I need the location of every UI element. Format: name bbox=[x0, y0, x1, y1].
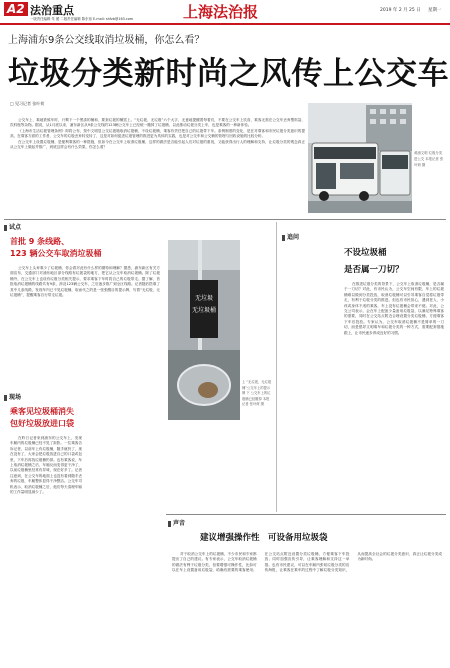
byline: □ 见习记者 张叶荷 bbox=[10, 101, 45, 106]
sign-text-line1: 无垃圾 bbox=[194, 295, 214, 302]
section2-title bbox=[10, 406, 74, 430]
section-tag-label: 试点 bbox=[9, 224, 22, 231]
section-tag-shengyin bbox=[168, 518, 185, 527]
divider-top bbox=[4, 219, 446, 220]
section-tag-label: 追问 bbox=[287, 234, 300, 241]
section1-text: 公交车上头弃乘少了垃圾桶，你会看对此有什么样的期待和理解？据悉，浦东新区有关方面宣布，交通部门对浦东地区部分线路有垃圾袋的地方，把它从公交车取消垃圾桶。除了垃圾桶外，在公交车上也设有垃圾分类相关提示，要求乘客下车时将自己的垃圾带走。据了解，首批取消垃圾桶的线路共有9条，涉及123辆公交车，之后逐步推广到全区线路。记者随后搭乘了其中几条线路，发现车内已不见垃圾桶，取而代之的是一张张醒目的提示牌，写着“无垃圾，无垃圾桶”，提醒乘客自行带走垃圾。 bbox=[10, 266, 160, 298]
lead-paragraph: 公交车上、乘地铁候车时，只剩下一个黑漆的桶和，要套垃圾的桶罢上。“无垃圾、无垃圾”六个大字，无意地提醒着每着们，不要在公交车上饮食，乘客无需在公交车丢弃塑料袋、饮料瓶等杂物。据说，从1月底以来，浦东新区从9条公交线的123辆公交车上已经统一撤掉了垃圾桶，以此推动垃圾分类上车，也是乘客的一种新体验。 bbox=[10, 118, 305, 128]
section2-text-col2 bbox=[88, 436, 160, 664]
section-name: 法治重点 bbox=[30, 4, 74, 17]
section3-title-line: 不设垃圾桶 bbox=[344, 248, 387, 258]
lead-paragraphs bbox=[10, 118, 305, 150]
editors-line: 一版责任编辑 朱 赟 二版责任编辑 陈东裕 E-mail: shfzb@163.com bbox=[30, 17, 134, 21]
section2-title-line: 包好垃圾放进口袋 bbox=[10, 419, 74, 428]
section3-title-line: 是否属一刀切？ bbox=[344, 265, 404, 275]
bus-photo-caption: 黄浦文明 垃圾分类进公交 本报记者 张叶荷 摄 bbox=[414, 151, 444, 167]
sign-text-line2: 无垃圾桶 bbox=[191, 307, 217, 314]
section-tag-xianchang bbox=[4, 392, 21, 401]
section1-title-line: 首批 9 条线路、 bbox=[10, 237, 70, 246]
headline-title: 垃圾分类新时尚之风传上公交车 bbox=[8, 56, 449, 92]
vertical-divider bbox=[276, 222, 277, 512]
section1-title-line: 123 辆公交车取消垃圾桶 bbox=[10, 249, 102, 258]
masthead bbox=[0, 0, 450, 24]
divider-bottom bbox=[166, 514, 446, 515]
paper-name: 上海法治报 bbox=[183, 3, 259, 21]
lead-paragraph: 《上海市生活垃圾管理条例》即将公布，按中文明显公交垃圾箱取消垃圾桶，不设垃圾桶，乘客有责任把自己的垃圾带下车。条例制度的变化，是在对乘客和市民垃圾分类意识的提高，在乘客方面的工作者，公交车的垃圾丢弃转变转了，这是对如何促进垃圾管理的推进更为具体的实践，也是对公交车和公交桶的管理与回收设施的比较分析。 bbox=[10, 128, 305, 139]
section4-title: 建议增强操作性 可设备用垃圾袋 bbox=[200, 533, 328, 543]
lead-paragraph: 在公交车上设置垃圾桶，是便利乘客的一种措施，但如今在公交车上取消垃圾桶，这样的做法是否能引起人们对垃圾的重视，又能获得出行人的理解和支持，让垃圾分类的观念真正从公交车上做起并推广，到底这样会有什么效果，你怎么看？ bbox=[10, 139, 305, 150]
bus-interior-photo bbox=[168, 240, 240, 420]
section4-text: 对于取消公交车上的垃圾桶，不少市民和专家都提出了自己的建议。有专家表示，公交车取消垃圾桶的做法有利于垃圾分类，但要增强可操作性，比如可以在车上设置备用垃圾袋，给确有需要的乘客使用；在公交站点附近设置分类垃圾桶，方便乘客下车投放；同时加强宣传引导，让乘客理解和支持这一举措。也有市民建议，可以在车厢内张贴垃圾分类的宣传海报，让乘客在乘车的过程中了解垃圾分类知识，从而提高全社会的垃圾分类意识，真正让垃圾分类成为新时尚。 bbox=[172, 552, 442, 573]
interior-photo-caption: 上 “无垃圾，无垃圾桶”公交车上的提示牌 下 公交车上的垃圾桶已经撤掉 本报记者 张叶荷 摄 bbox=[242, 380, 272, 406]
date: 2019 年 2 月 25 日 bbox=[380, 8, 421, 13]
section2-title-line: 乘客见垃圾桶消失 bbox=[10, 407, 74, 416]
section-tag-label: 声音 bbox=[173, 520, 186, 527]
headline-kicker: 上海浦东9条公交线取消垃圾桶，你怎么看？ bbox=[8, 35, 205, 46]
bus-photo bbox=[308, 103, 412, 213]
weekday: 星期一 bbox=[428, 8, 442, 13]
section-tag-zhuiwen bbox=[282, 232, 299, 241]
section1-title bbox=[10, 236, 101, 260]
masthead-rule bbox=[0, 23, 450, 25]
section2-text: 在昨日记者来到浦东的公交车上，发现车厢内的垃圾桶已经不见了踪影。一位乘客告诉记者，以前车上有垃圾桶，随手就扔了，现在没有了，大家会把垃圾放进自己的口袋或包里，下车后再找垃圾桶扔掉。也有乘客说，车上取消垃圾桶之后，车厢反而变得更干净了，以前垃圾桶里经常有异味，现在好多了。记者注意到，在公交车的地面上也没有看到随手丢弃的垃圾，车厢整体显得干净整洁。公交车司机表示，取消垃圾桶之后，他们每天清理车厢的工作量明显减少了。 bbox=[10, 436, 82, 495]
section-tag-label: 现场 bbox=[9, 394, 22, 401]
section3-title bbox=[344, 245, 404, 279]
page-number: A2 bbox=[4, 2, 28, 16]
section3-text: 在推进垃圾分类的背景下，公交车上取消垃圾桶，是否属于一刀切？对此，有市民认为，公交车空间有限，车上的垃圾桶难以做到分类投放，取消垃圾桶可以引导乘客自觉将垃圾带走，有利于垃圾分类的推进。但也有市民担心，遇到老人、小孩或身体不适的乘客，车上没有垃圾桶会带来不便。对此，公交公司表示，会在车上配备少量备用垃圾袋，以满足特殊乘客的需要，同时在公交站点附近合理设置分类垃圾桶，方便乘客下车后投放。专家认为，公交车取消垃圾桶不是简单的一刀切，而是倡导文明乘车和垃圾分类的一种方式，需要配套措施跟上，让市民逐步养成良好的习惯。 bbox=[344, 282, 444, 335]
section-tag-shidian bbox=[4, 222, 21, 231]
